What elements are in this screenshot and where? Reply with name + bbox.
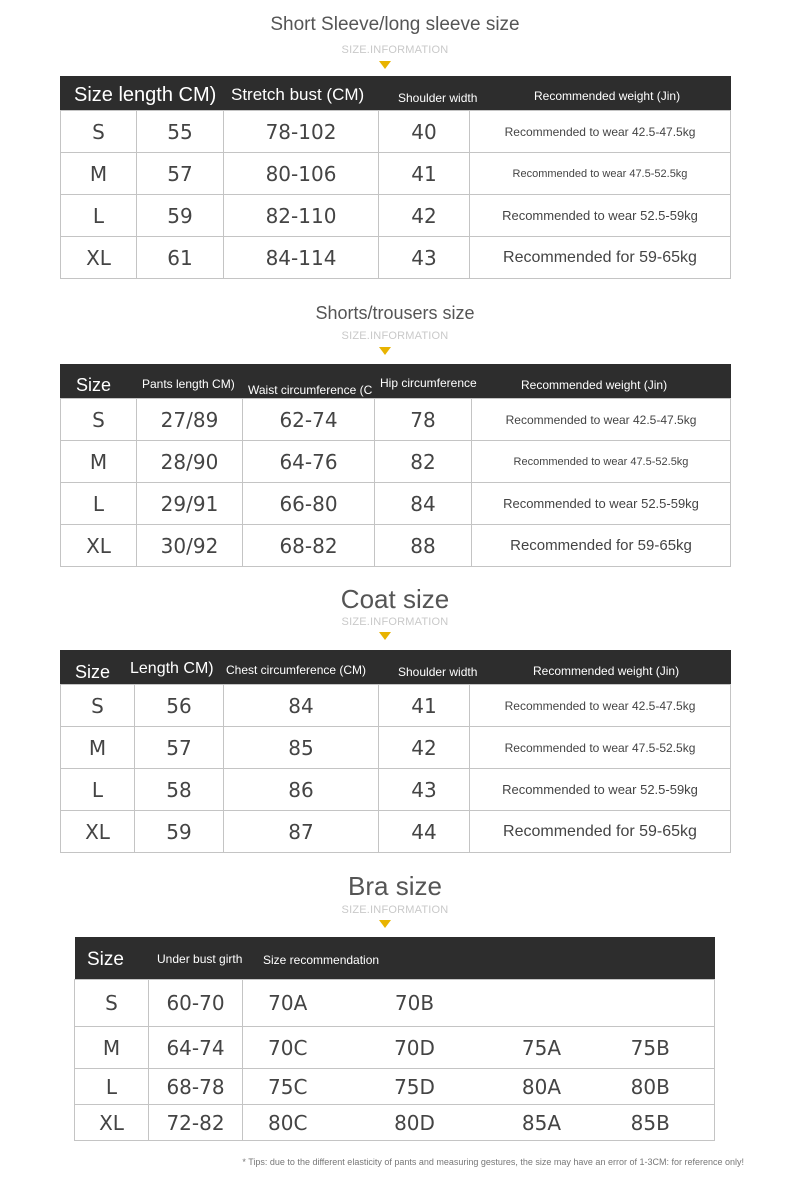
weight-cell: Recommended to wear 47.5-52.5kg: [472, 441, 731, 483]
size-cell: XL: [61, 237, 137, 279]
weight-cell: Recommended to wear 52.5-59kg: [470, 195, 731, 237]
size-cell: S: [61, 685, 135, 727]
shorts-arrow-icon: [379, 347, 391, 355]
shoulder-cell: 43: [379, 237, 470, 279]
coat-arrow-icon: [379, 632, 391, 640]
bust-cell: 82-110: [224, 195, 379, 237]
cup-cell: 80C: [243, 1105, 333, 1141]
coat-header-size: Size: [75, 662, 111, 682]
shorts-header-length: Pants length CM): [142, 377, 235, 391]
size-cell: M: [75, 1027, 149, 1069]
sleeve-header-size: Size length CM): [74, 84, 217, 106]
bra-table: [74, 979, 715, 1141]
weight-cell: Recommended to wear 42.5-47.5kg: [472, 399, 731, 441]
size-cell: XL: [75, 1105, 149, 1141]
length-cell: 56: [135, 685, 224, 727]
bra-subtitle: SIZE.INFORMATION: [341, 904, 449, 916]
waist-cell: 68-82: [243, 525, 375, 567]
length-cell: 61: [137, 237, 224, 279]
weight-cell: Recommended for 59-65kg: [472, 525, 731, 567]
weight-cell: Recommended to wear 52.5-59kg: [472, 483, 731, 525]
sleeve-table: [60, 110, 731, 279]
bra-header: [75, 937, 715, 979]
table-row: [61, 769, 731, 811]
size-cell: S: [75, 980, 149, 1027]
coat-subtitle: SIZE.INFORMATION: [341, 616, 449, 628]
weight-cell: Recommended to wear 47.5-52.5kg: [470, 153, 731, 195]
shorts-table: [60, 398, 731, 567]
sleeve-header-weight: Recommended weight (Jin): [534, 89, 681, 103]
size-cell: M: [61, 153, 137, 195]
chest-cell: 86: [224, 769, 379, 811]
length-cell: 55: [137, 111, 224, 153]
size-cell: M: [61, 727, 135, 769]
shoulder-cell: 42: [379, 195, 470, 237]
cup-cell: 80A: [497, 1069, 587, 1105]
chest-cell: 85: [224, 727, 379, 769]
cup-cell: 75D: [333, 1069, 497, 1105]
shorts-header: [60, 364, 731, 399]
shoulder-cell: 40: [379, 111, 470, 153]
sleeve-header-shoulder: Shoulder width: [398, 91, 478, 105]
shoulder-cell: 44: [379, 811, 470, 853]
cup-cell: 75C: [243, 1069, 333, 1105]
waist-cell: 64-76: [243, 441, 375, 483]
cup-cell: 75B: [587, 1027, 715, 1069]
coat-header-shoulder: Shoulder width: [398, 665, 478, 679]
weight-cell: Recommended for 59-65kg: [470, 811, 731, 853]
table-row: [75, 1069, 715, 1105]
hip-cell: 88: [375, 525, 472, 567]
table-row: [61, 525, 731, 567]
table-row: [75, 1027, 715, 1069]
size-cell: L: [75, 1069, 149, 1105]
coat-header-weight: Recommended weight (Jin): [533, 664, 680, 678]
waist-cell: 66-80: [243, 483, 375, 525]
cup-cell: 80D: [333, 1105, 497, 1141]
length-cell: 30/92: [137, 525, 243, 567]
table-row: [61, 441, 731, 483]
length-cell: 27/89: [137, 399, 243, 441]
hip-cell: 82: [375, 441, 472, 483]
shorts-subtitle: SIZE.INFORMATION: [341, 330, 449, 342]
tips-note: * Tips: due to the different elasticity of pants and measuring gestures, the size may have an error of 1-3CM: for reference only!: [242, 1157, 744, 1167]
cup-cell: 70D: [333, 1027, 497, 1069]
weight-cell: Recommended to wear 52.5-59kg: [470, 769, 731, 811]
bra-header-size: Size: [87, 949, 124, 970]
shorts-title: Shorts/trousers size: [315, 303, 475, 323]
weight-cell: Recommended to wear 42.5-47.5kg: [470, 685, 731, 727]
table-row: [61, 685, 731, 727]
hip-cell: 84: [375, 483, 472, 525]
bra-header-underbust: Under bust girth: [157, 952, 243, 966]
shoulder-cell: 43: [379, 769, 470, 811]
table-row: [61, 153, 731, 195]
chest-cell: 84: [224, 685, 379, 727]
weight-cell: Recommended to wear 42.5-47.5kg: [470, 111, 731, 153]
sleeve-header-bust: Stretch bust (CM): [231, 85, 365, 104]
cup-cell: 75A: [497, 1027, 587, 1069]
size-cell: XL: [61, 811, 135, 853]
underbust-cell: 68-78: [149, 1069, 243, 1105]
size-cell: XL: [61, 525, 137, 567]
waist-cell: 62-74: [243, 399, 375, 441]
size-cell: L: [61, 483, 137, 525]
table-row: [61, 195, 731, 237]
weight-cell: Recommended for 59-65kg: [470, 237, 731, 279]
chest-cell: 87: [224, 811, 379, 853]
bust-cell: 80-106: [224, 153, 379, 195]
shoulder-cell: 42: [379, 727, 470, 769]
length-cell: 59: [135, 811, 224, 853]
table-row: [61, 111, 731, 153]
cup-cell: 70B: [333, 980, 497, 1027]
shorts-header-size: Size: [76, 375, 112, 395]
sleeve-header: [60, 76, 731, 111]
length-cell: 59: [137, 195, 224, 237]
table-row: [61, 727, 731, 769]
bust-cell: 78-102: [224, 111, 379, 153]
shorts-header-weight: Recommended weight (Jin): [521, 378, 668, 392]
sleeve-arrow-icon: [379, 61, 391, 69]
shorts-header-waist: Waist circumference (C: [248, 383, 373, 397]
hip-cell: 78: [375, 399, 472, 441]
cup-cell: 85B: [587, 1105, 715, 1141]
coat-header: [60, 650, 731, 685]
table-row: [61, 483, 731, 525]
coat-table: [60, 684, 731, 853]
shoulder-cell: 41: [379, 153, 470, 195]
cup-cell: 85A: [497, 1105, 587, 1141]
shorts-header-hip: Hip circumference: [380, 376, 477, 390]
weight-cell: Recommended to wear 47.5-52.5kg: [470, 727, 731, 769]
length-cell: 58: [135, 769, 224, 811]
size-cell: L: [61, 769, 135, 811]
length-cell: 57: [137, 153, 224, 195]
underbust-cell: 64-74: [149, 1027, 243, 1069]
cup-cell: [587, 980, 715, 1027]
size-cell: S: [61, 399, 137, 441]
cup-cell: 70C: [243, 1027, 333, 1069]
size-cell: S: [61, 111, 137, 153]
bust-cell: 84-114: [224, 237, 379, 279]
bra-header-recommendation: Size recommendation: [263, 953, 380, 967]
underbust-cell: 60-70: [149, 980, 243, 1027]
size-cell: M: [61, 441, 137, 483]
length-cell: 28/90: [137, 441, 243, 483]
table-row: [75, 980, 715, 1027]
cup-cell: 70A: [243, 980, 333, 1027]
length-cell: 29/91: [137, 483, 243, 525]
table-row: [61, 811, 731, 853]
cup-cell: 80B: [587, 1069, 715, 1105]
coat-header-chest: Chest circumference (CM): [226, 663, 367, 677]
size-cell: L: [61, 195, 137, 237]
cup-cell: [497, 980, 587, 1027]
table-row: [61, 399, 731, 441]
shoulder-cell: 41: [379, 685, 470, 727]
bra-arrow-icon: [379, 920, 391, 928]
coat-header-length: Length CM): [130, 660, 214, 677]
table-row: [75, 1105, 715, 1141]
length-cell: 57: [135, 727, 224, 769]
underbust-cell: 72-82: [149, 1105, 243, 1141]
sleeve-subtitle: SIZE.INFORMATION: [341, 44, 449, 56]
bra-title: Bra size: [348, 871, 442, 901]
sleeve-title: Short Sleeve/long sleeve size: [270, 14, 520, 35]
coat-title: Coat size: [340, 584, 450, 614]
table-row: [61, 237, 731, 279]
